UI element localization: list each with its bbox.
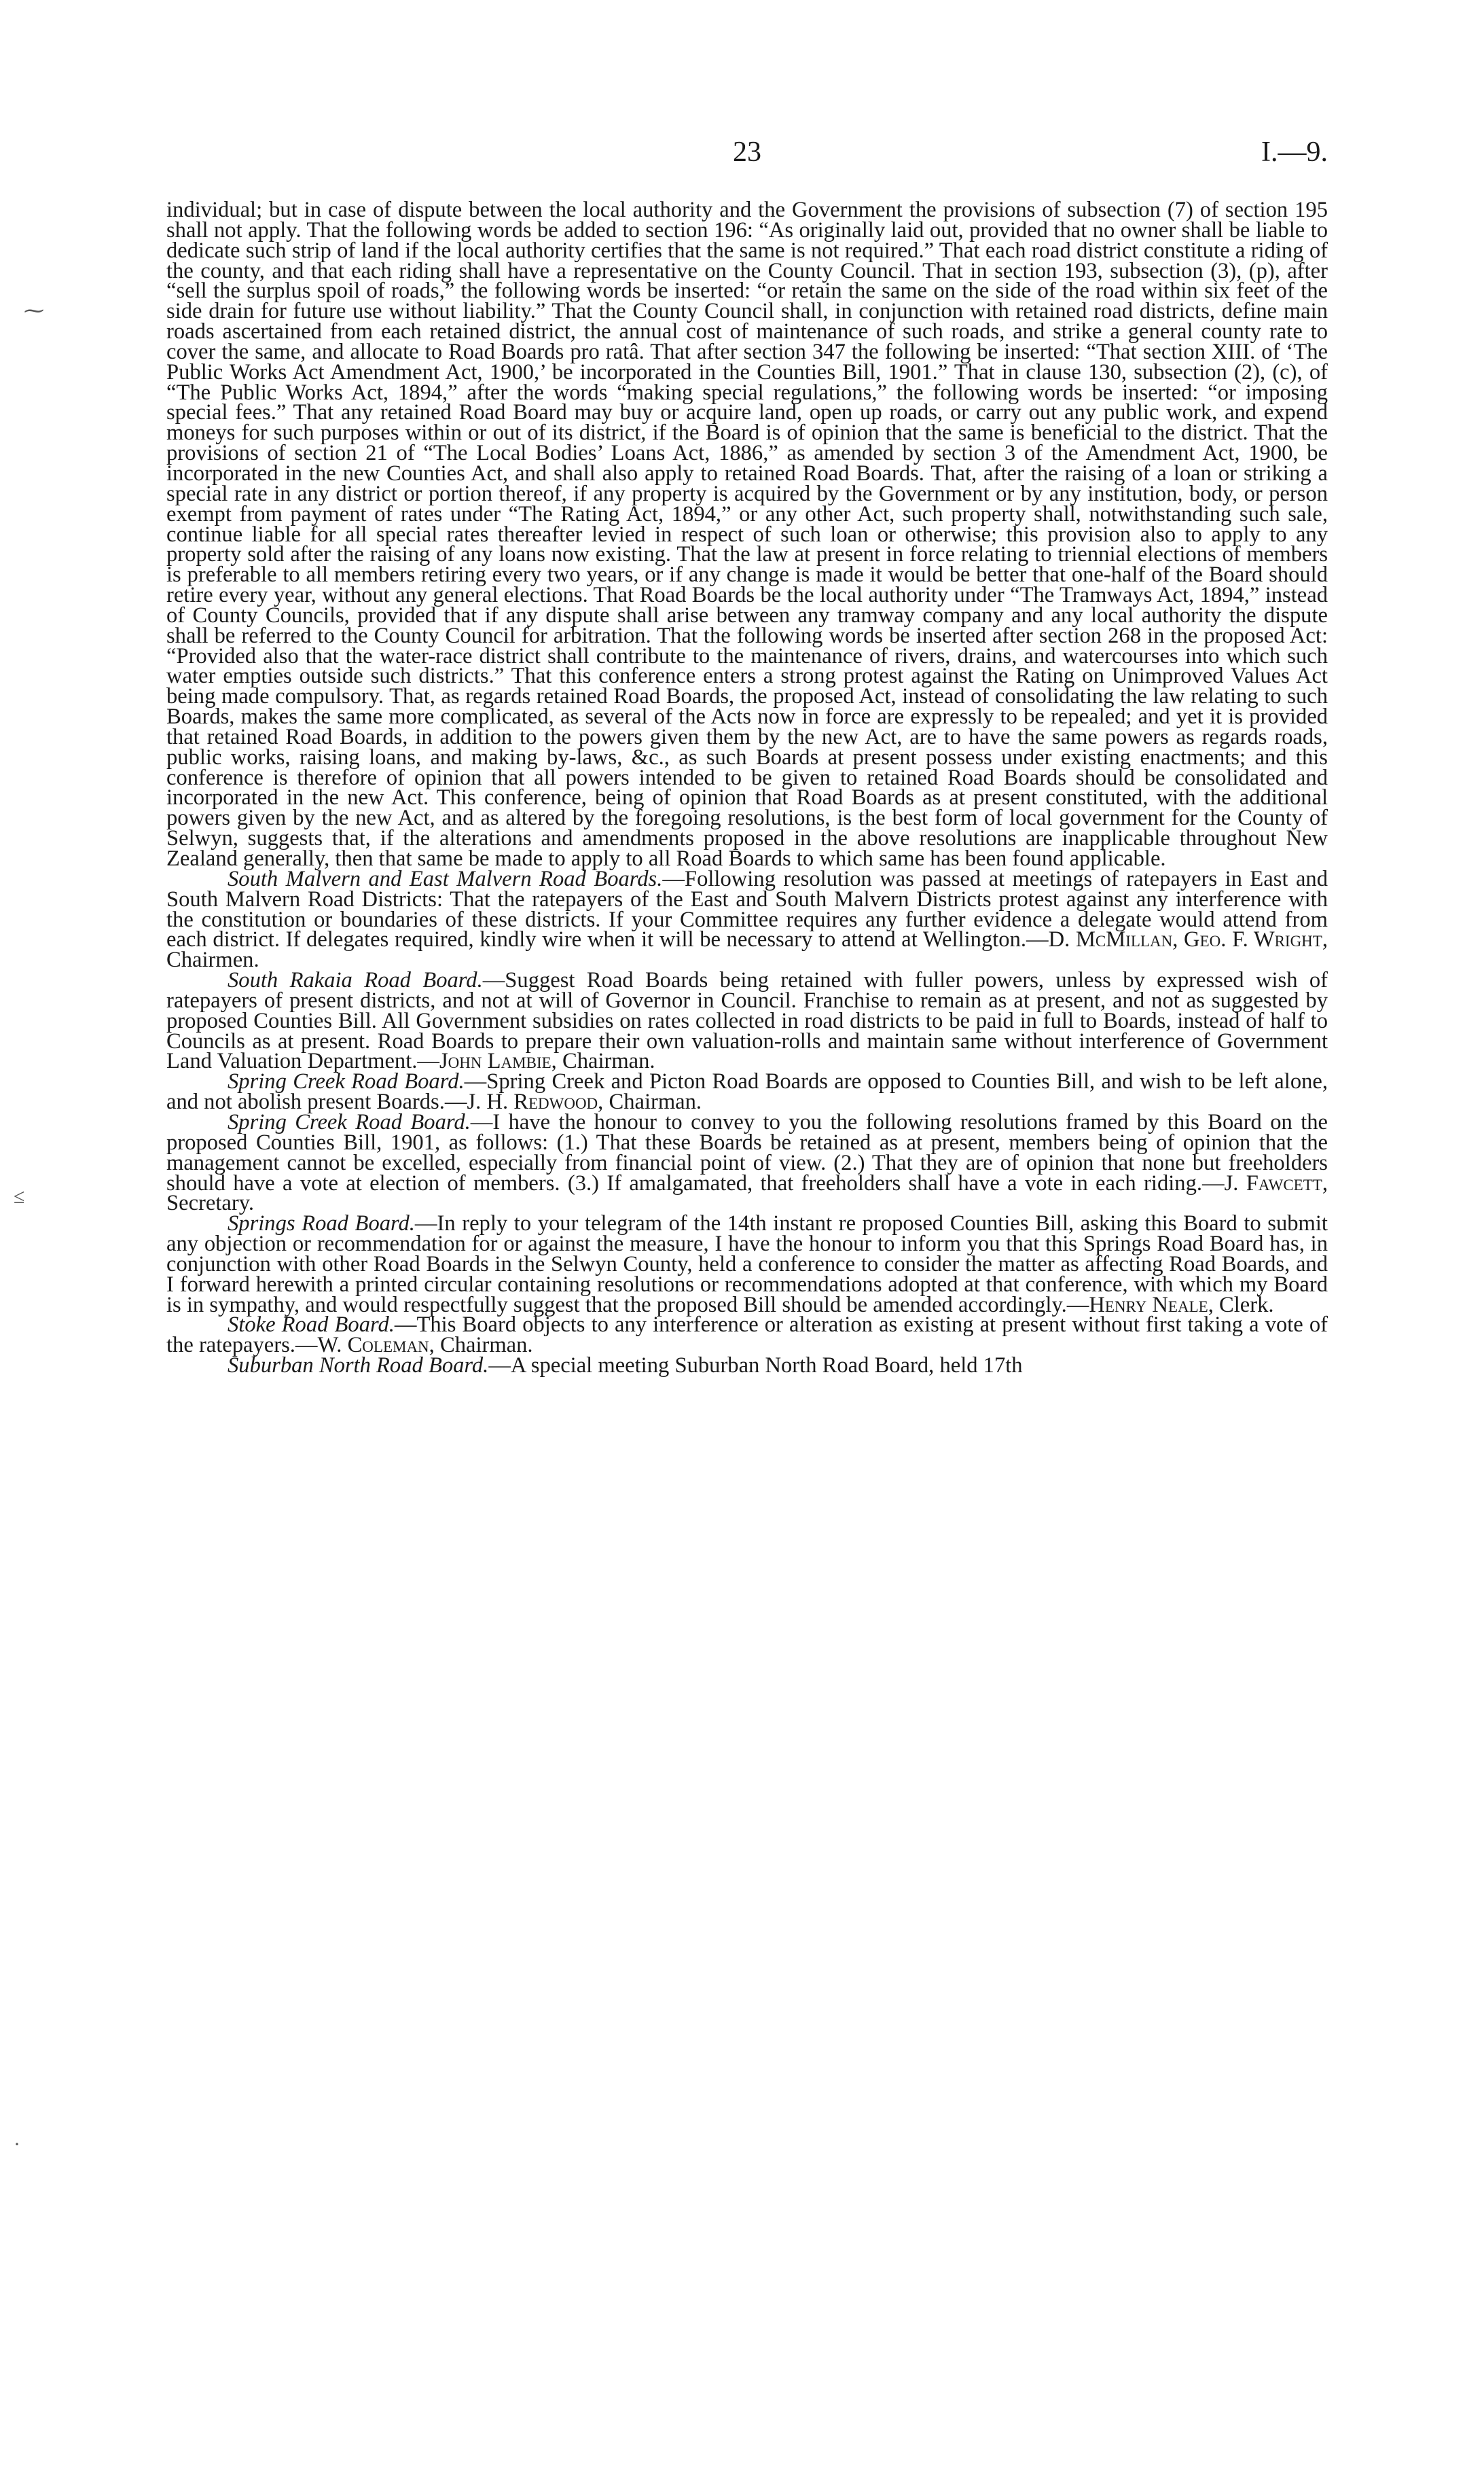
entry-paragraph [166, 1109, 1328, 1216]
signature-title: , Chairman. [551, 1049, 655, 1074]
signature: McMillan, Geo. F. Wright [1075, 927, 1322, 952]
board-name: Spring Creek Road Board. [228, 1109, 471, 1134]
continuation-paragraph: individual; but in case of dispute between the local authority and the Government the provisions of subsection (7) of section 195 shall not apply. That the following words be added to section 196: “As originally laid out, provided that no owner shall be liable to dedicate such strip of land if the local authority certifies that the same is not required.” That each road district constitute a riding of the county, and that each riding shall have a representative on the County Council. That in section 193, subsection (3), (p), after “sell the surplus spoil of roads,” the following words be inserted: “or retain the same on the side of the road within six feet of the side drain for future use without liability.” That the County Council shall, in conjunction with retained road districts, define main roads ascertained from each retained district, the annual cost of maintenance of such roads, and strike a general county rate to cover the same, and allocate to Road Boards pro ratâ. That after section 347 the following be inserted: “That section XIII. of ‘The Public Works Act Amendment Act, 1900,’ be incorporated in the Counties Bill, 1901.” That in clause 130, subsection (2), (c), of “The Public Works Act, 1894,” after the words “making special regulations,” the following words be inserted: “or imposing special fees.” That any retained Road Board may buy or acquire land, open up roads, or carry out any public work, and expend moneys for such purposes within or out of its district, if the Board is of opinion that the same is beneficial to the district. That the provisions of section 21 of “The Local Bodies’ Loans Act, 1886,” as amended by section 3 of the Amendment Act, 1900, be incorporated in the new Counties Act, and shall also apply to retained Road Boards. That, after the raising of a loan or striking a special rate in any district or portion thereof, if any property is acquired by the Government or by any institution, body, or person exempt from payment of rates under “The Rating Act, 1894,” or any other Act, such property shall, notwithstanding such sale, continue liable for all special rates thereafter levied in respect of such loan or otherwise; this provision also to apply to any property sold after the raising of any loans now existing. That the law at present in force relating to triennial elections of members is preferable to all members retiring every two years, or if any change is made it would be better that one-half of the Board should retire every year, without any general elections. That Road Boards be the local authority under “The Tramways Act, 1894,” instead of County Councils, provided that if any dispute shall arise between any tramway company and any local authority the dispute shall be referred to the County Council for arbitration. That the following words be inserted after section 268 in the proposed Act: “Provided also that the water-race district shall contribute to the maintenance of rivers, drains, and watercourses into which such water empties outside such districts.” That this conference enters a strong protest against the Rating on Unimproved Values Act being made compulsory. That, as regards retained Road Boards, the proposed Act, instead of consolidating the law relating to such Boards, makes the same more complicated, as several of the Acts now in force are expressly to be repealed; and yet it is provided that retained Road Boards, in addition to the powers given them by the new Act, are to have the same powers as regards roads, public works, raising loans, and making by-laws, &c., as such Boards at present possess under existing enactments; and this conference is therefore of opinion that all powers intended to be given to retained Road Boards should be consolidated and incorporated in the new Act. This conference, being of opinion that Road Boards as at present constituted, with the additional powers given by the new Act, and as altered by the foregoing resolutions, is the best form of local government for the County of Selwyn, suggests that, if the alterations and amendments proposed in the above resolutions are inapplicable throughout New Zealand generally, then that same be made to apply to all Road Boards to which same has been found applicable. [166, 198, 1328, 871]
signature: Fawcett [1246, 1170, 1322, 1196]
board-name: Springs Road Board. [228, 1211, 415, 1236]
entry-text: —I have the honour to convey to you the following resolutions framed by this Board on the proposed Counties Bill, 1901, as follows: (1.) That these Boards be retained as at present, members being of opinion that the management cannot be excelled, especially from financial point of view. (2.) That they are of opinion that none but freeholders should have a vote at election of members. (3.) If amalgamated, that freeholders shall have a vote in each riding.—J. [166, 1109, 1328, 1196]
signature: John Lambie [439, 1049, 551, 1074]
entry-paragraph [166, 968, 1328, 1074]
entry-text: —A special meeting Suburban North Road Board, held 17th [488, 1353, 1023, 1378]
entry-text: —In reply to your telegram of the 14th instant re proposed Counties Bill, asking this Board to submit any objection or recommendation for or against the measure, I have the honour to inform you that this Springs Road Board has, in conjunction with other Road Boards in the Selwyn County, held a conference to consider the matter as affecting Road Boards, and I forward herewith a printed circular containing resolutions or recommendations adopted at that conference, with which my Board is in sympathy, and would respectfully suggest that the proposed Bill should be amended accordingly.— [166, 1211, 1328, 1317]
signature: Redwood [513, 1090, 598, 1115]
margin-mark: ⁓ [24, 300, 44, 322]
signature: Coleman [347, 1333, 429, 1358]
board-name: Suburban North Road Board. [228, 1353, 489, 1378]
margin-mark: ≤ [14, 1185, 25, 1208]
entry-paragraph [166, 1353, 1328, 1378]
entry-paragraph [166, 866, 1328, 973]
body-text [166, 200, 1328, 1376]
page-number: 23 [733, 137, 761, 168]
entry-text: —Suggest Road Boards being retained with fuller powers, unless by expressed wish of ratepayers of present districts, and not at will of Governor in Council. Franchise to remain as at present, and not as suggested by proposed Counties Bill. All Government subsidies on rates collected in road districts to be paid in full to Boards, instead of half to Councils as at present. Road Boards to prepare their own valuation-rolls and maintain same without interference of Government Land Valuation Department.— [166, 968, 1328, 1074]
signature-title: , Clerk. [1208, 1292, 1274, 1317]
board-name: Spring Creek Road Board. [228, 1069, 465, 1094]
entry-text: —Spring Creek and Picton Road Boards are opposed to Counties Bill, and wish to be left alone, and not abolish present Boards.—J. H. [166, 1069, 1328, 1115]
entry-paragraph [166, 1069, 1328, 1115]
entry-paragraph [166, 1312, 1328, 1358]
signature-title: , Secretary. [166, 1170, 1328, 1216]
page-header [166, 136, 1328, 177]
entry-text: —Following resolution was passed at meetings of ratepayers in East and South Malvern Road Districts: That the ratepayers of the East and South Malvern Districts protest against any interference with the constitution or boundaries of these districts. If your Committee requires any further evidence a delegate would attend from each district. If delegates required, kindly wire when it will be necessary to attend at Wellington.—D. [166, 866, 1328, 952]
signature-title: , Chairman. [429, 1333, 533, 1358]
entry-text: —This Board objects to any interference or alteration as existing at present without first taking a vote of the ratepayers.—W. [166, 1312, 1328, 1358]
board-name: Stoke Road Board. [228, 1312, 395, 1338]
signature: Henry Neale [1089, 1292, 1208, 1317]
entry-paragraph [166, 1211, 1328, 1317]
signature-title: , Chairman. [598, 1090, 702, 1115]
signature-title: , Chairmen. [166, 927, 1328, 973]
margin-mark: · [14, 2133, 20, 2155]
document-reference: I.—9. [1261, 137, 1328, 168]
board-name: South Rakaia Road Board. [228, 968, 483, 993]
board-name: South Malvern and East Malvern Road Boards. [228, 866, 663, 891]
